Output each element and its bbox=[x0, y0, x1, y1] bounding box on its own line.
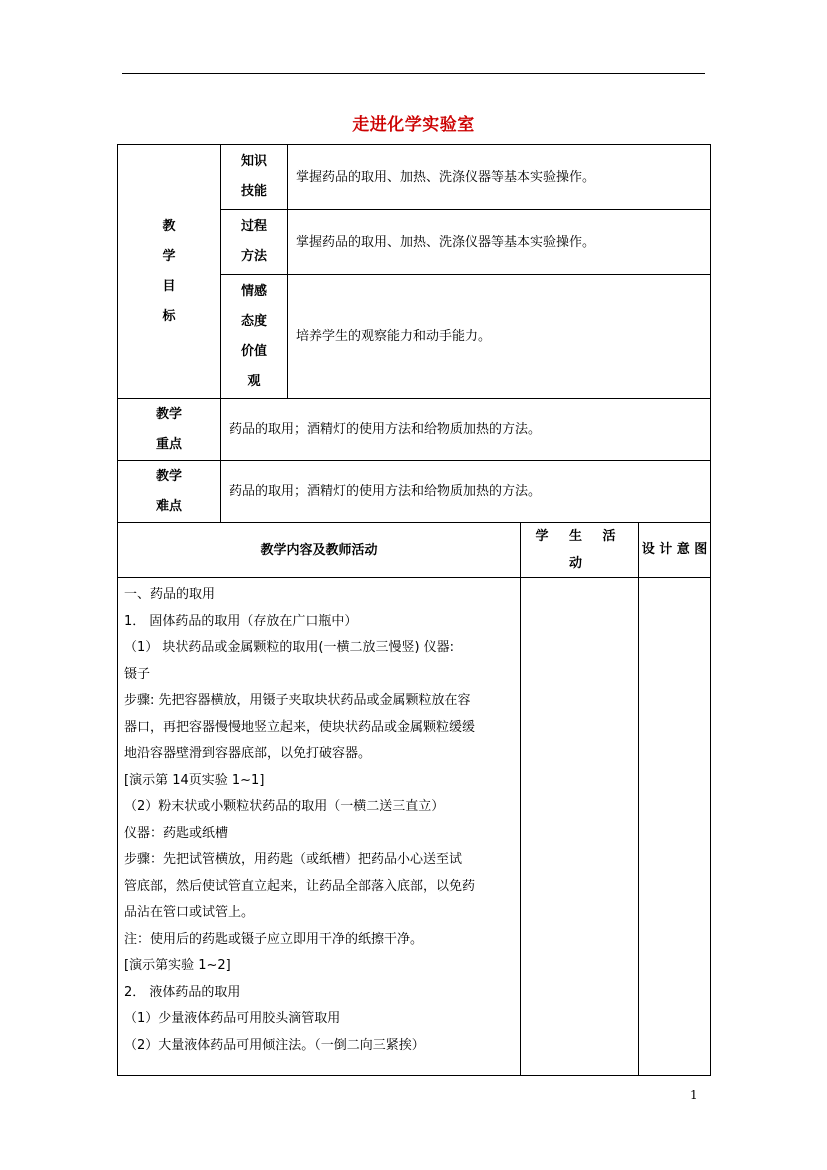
content-line: 地沿容器壁滑到容器底部，以免打破容器。 bbox=[124, 746, 372, 761]
teaching-content-cell bbox=[118, 578, 521, 1076]
content-line: 步骤：先把试管横放，用药匙（或纸槽）把药品小心送至试 bbox=[124, 852, 463, 867]
content-line: 器口，再把容器慢慢地竖立起来，使块状药品或金属颗粒缓缓 bbox=[124, 719, 476, 735]
content-line: （2）粉末状或小颗粒状药品的取用（一横二送三直立） bbox=[124, 799, 445, 814]
student-activity-cell bbox=[521, 578, 639, 1076]
content-line: 一、药品的取用 bbox=[124, 587, 216, 602]
content-line: （1） 块状药品或金属颗粒的取用(一横二放三慢竖) 仪器: bbox=[124, 640, 455, 655]
objective-text: 掌握药品的取用、加热、洗涤仪器等基本实验操作。 bbox=[288, 210, 711, 275]
objective-text: 掌握药品的取用、加热、洗涤仪器等基本实验操作。 bbox=[288, 145, 711, 210]
content-line: 步骤: 先把容器横放，用镊子夹取块状药品或金属颗粒放在容 bbox=[124, 693, 471, 708]
content-line: （1）少量液体药品可用胶头滴管取用 bbox=[124, 1011, 341, 1026]
objectives-label: 教 学 目 标 bbox=[118, 145, 221, 399]
column-header-design: 设 计 意 图 bbox=[639, 523, 711, 578]
content-line: 仪器：药匙或纸槽 bbox=[124, 825, 229, 841]
content-line: （2）大量液体药品可用倾注法。（一倒二向三紧挨） bbox=[124, 1037, 425, 1053]
column-header-content: 教学内容及教师活动 bbox=[118, 523, 521, 578]
objective-text: 培养学生的观察能力和动手能力。 bbox=[288, 275, 711, 399]
content-line: [演示第实验 1~2] bbox=[124, 958, 231, 973]
page-number: 1 bbox=[690, 1088, 698, 1102]
difficulty-label: 教学 难点 bbox=[118, 461, 221, 523]
content-line: 镊子 bbox=[124, 666, 151, 682]
key-point-text: 药品的取用；酒精灯的使用方法和给物质加热的方法。 bbox=[221, 399, 711, 461]
content-line: 管底部，然后使试管直立起来，让药品全部落入底部，以免药 bbox=[124, 878, 476, 894]
objective-sub-label: 过程 方法 bbox=[221, 210, 288, 275]
objective-sub-label: 情感 态度 价值 观 bbox=[221, 275, 288, 399]
lesson-title: 走进化学实验室 bbox=[352, 115, 475, 135]
header-rule bbox=[122, 73, 705, 74]
content-line: 2． 液体药品的取用 bbox=[124, 984, 241, 1000]
content-line: 1． 固体药品的取用（存放在广口瓶中） bbox=[124, 613, 358, 629]
content-line: 品沾在管口或试管上。 bbox=[124, 905, 255, 920]
design-intent-cell bbox=[639, 578, 711, 1076]
content-line: 注：使用后的药匙或镊子应立即用干净的纸擦干净。 bbox=[124, 931, 424, 947]
objective-sub-label: 知识 技能 bbox=[221, 145, 288, 210]
content-line: [演示第 14页实验 1~1] bbox=[124, 772, 265, 788]
lesson-plan-table bbox=[117, 144, 711, 1076]
column-header-student: 学 生 活 动 bbox=[521, 523, 639, 578]
difficulty-text: 药品的取用；酒精灯的使用方法和给物质加热的方法。 bbox=[221, 461, 711, 523]
key-point-label: 教学 重点 bbox=[118, 399, 221, 461]
